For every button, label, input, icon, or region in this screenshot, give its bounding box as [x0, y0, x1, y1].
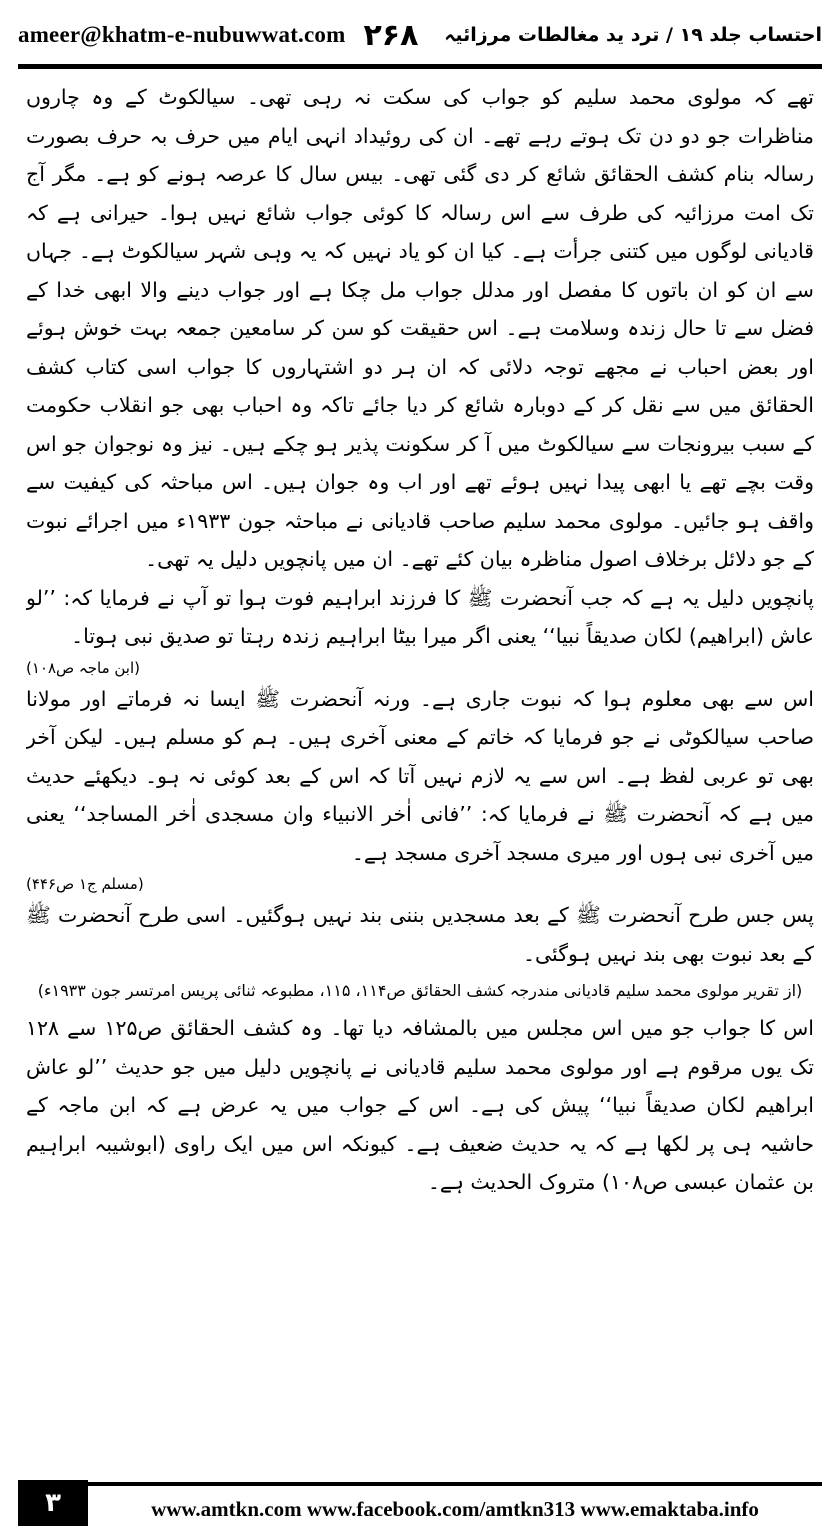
header-divider — [18, 64, 822, 69]
page-number: ۲۶۸ — [363, 17, 419, 53]
book-title: احتساب جلد ۱۹ / ترد ید مغالطات مرزائیہ — [444, 24, 822, 46]
footer-links[interactable]: www.amtkn.com www.facebook.com/amtkn313 www.emaktaba.info — [151, 1497, 759, 1521]
header-email: ameer@khatm-e-nubuwwat.com — [18, 22, 346, 47]
fifth-argument-text: پانچویں دلیل یہ ہے کہ جب آنحضرت ﷺ کا فرزند ابراہیم فوت ہوا تو آپ نے فرمایا کہ: ’’لو عاش (ابراھیم) لکان صدیقاً نبیا‘‘ یعنی اگر میرا بیٹا ابراہیم زندہ رہتا تو صدیق نبی ہوتا۔ — [26, 585, 814, 648]
source-reference: (از تقریر مولوی محمد سلیم قادیانی مندرجہ کشف الحقائق ص۱۱۴، ۱۱۵، مطبوعہ ثنائی پریس امرتسر جون ۱۹۳۳ء) — [37, 981, 803, 1000]
citation-muslim: (مسلم ج۱ ص۴۴۶) — [26, 875, 144, 893]
paragraph-reply: اس کا جواب جو میں اس مجلس میں بالمشافہ دیا تھا۔ وہ کشف الحقائق ص۱۲۵ سے ۱۲۸ تک یوں مرقوم ہے اور مولوی محمد سلیم قادیانی نے پانچویں دلیل میں جو حدیث ’’لو عاش ابراھیم لکان صدیقاً نبیا‘‘ پیش کی ہے۔ اس کے جواب میں یہ عرض ہے کہ ابن ماجہ کے حاشیہ ہی پر لکھا ہے کہ یہ حدیث ضعیف ہے۔ کیونکہ اس میں ایک راوی (ابوشیبہ ابراہیم بن عثمان عبسی ص۱۰۸) متروک الحدیث ہے۔ — [26, 1016, 814, 1194]
citation-ibn-majah: (ابن ماجہ ص۱۰۸) — [26, 658, 140, 677]
footer-volume-number: ۳ — [18, 1480, 88, 1526]
page-header — [18, 12, 822, 58]
header-left-group — [18, 18, 418, 53]
page-body — [26, 78, 814, 1458]
page-footer — [18, 1480, 822, 1526]
argument-continued-text: اس سے بھی معلوم ہوا کہ نبوت جاری ہے۔ ورنہ آنحضرت ﷺ ایسا نہ فرماتے اور مولانا صاحب سیالکوٹی نے جو فرمایا کہ خاتم کے معنی آخری ہیں۔ ہم کو مسلم ہیں۔ لیکن آخر بھی تو عربی لفظ ہے۔ اس سے یہ لازم نہیں آتا کہ اس کے بعد کوئی نہ ہو۔ دیکھئے حدیث میں ہے کہ آنحضرت ﷺ نے فرمایا کہ: ’’فانی اٰخر الانبیاء وان مسجدی اٰخر المساجد‘‘ یعنی میں آخری نبی ہوں اور میری مسجد آخری مسجد ہے۔ — [26, 686, 814, 865]
paragraph-argument-continued — [26, 680, 814, 897]
paragraph-conclusion: پس جس طرح آنحضرت ﷺ کے بعد مسجدیں بننی بند نہیں ہوگئیں۔ اسی طرح آنحضرت ﷺ کے بعد نبوت بھی بند نہیں ہوگئی۔ — [26, 903, 814, 966]
footer-divider — [88, 1482, 822, 1486]
paragraph-intro: تھے کہ مولوی محمد سلیم کو جواب کی سکت نہ رہی تھی۔ سیالکوٹ کے وہ چاروں مناظرات جو دو دن تک ہوتے رہے تھے۔ ان کی روئیداد انہی ایام میں حرف بہ حرف بصورت رسالہ بنام کشف الحقائق شائع کر دی گئی تھی۔ بیس سال کا عرصہ ہونے کو ہے۔ مگر آج تک امت مرزائیہ کی طرف سے اس رسالہ کا کوئی جواب شائع نہیں ہوا۔ حیرانی ہے کہ قادیانی لوگوں میں کتنی جرأت ہے۔ کیا ان کو یاد نہیں کہ یہ وہی شہر سیالکوٹ ہے۔ جہاں سے ان کو ان باتوں کا مفصل اور مدلل جواب مل چکا ہے اور جواب دینے والا ابھی خدا کے فضل سے تا حال زندہ وسلامت ہے۔ اس حقیقت کو سن کر سامعین جمعہ بہت خوش ہوئے اور بعض احباب نے مجھے توجہ دلائی کہ ان ہر دو اشتہاروں کا جواب اسی کتاب کشف الحقائق میں سے نقل کر کے دوبارہ شائع کر دیا جائے تاکہ وہ احباب بھی جو انقلاب حکومت کے سبب بیرونجات سے سیالکوٹ میں آ کر سکونت پذیر ہو چکے ہیں۔ نیز وہ نوجوان جو اس وقت بچے تھے یا ابھی پیدا نہیں ہوئے تھے اور اب وہ جوان ہیں۔ اس مباحثہ کی کیفیت سے واقف ہو جائیں۔ مولوی محمد سلیم صاحب قادیانی نے مباحثہ جون ۱۹۳۳ء میں اجرائے نبوت کے جو دلائل برخلاف اصول مناظرہ بیان کئے تھے۔ ان میں پانچویں دلیل یہ تھی۔ — [26, 85, 814, 571]
footer-main — [88, 1480, 822, 1526]
paragraph-fifth-argument — [26, 579, 814, 680]
